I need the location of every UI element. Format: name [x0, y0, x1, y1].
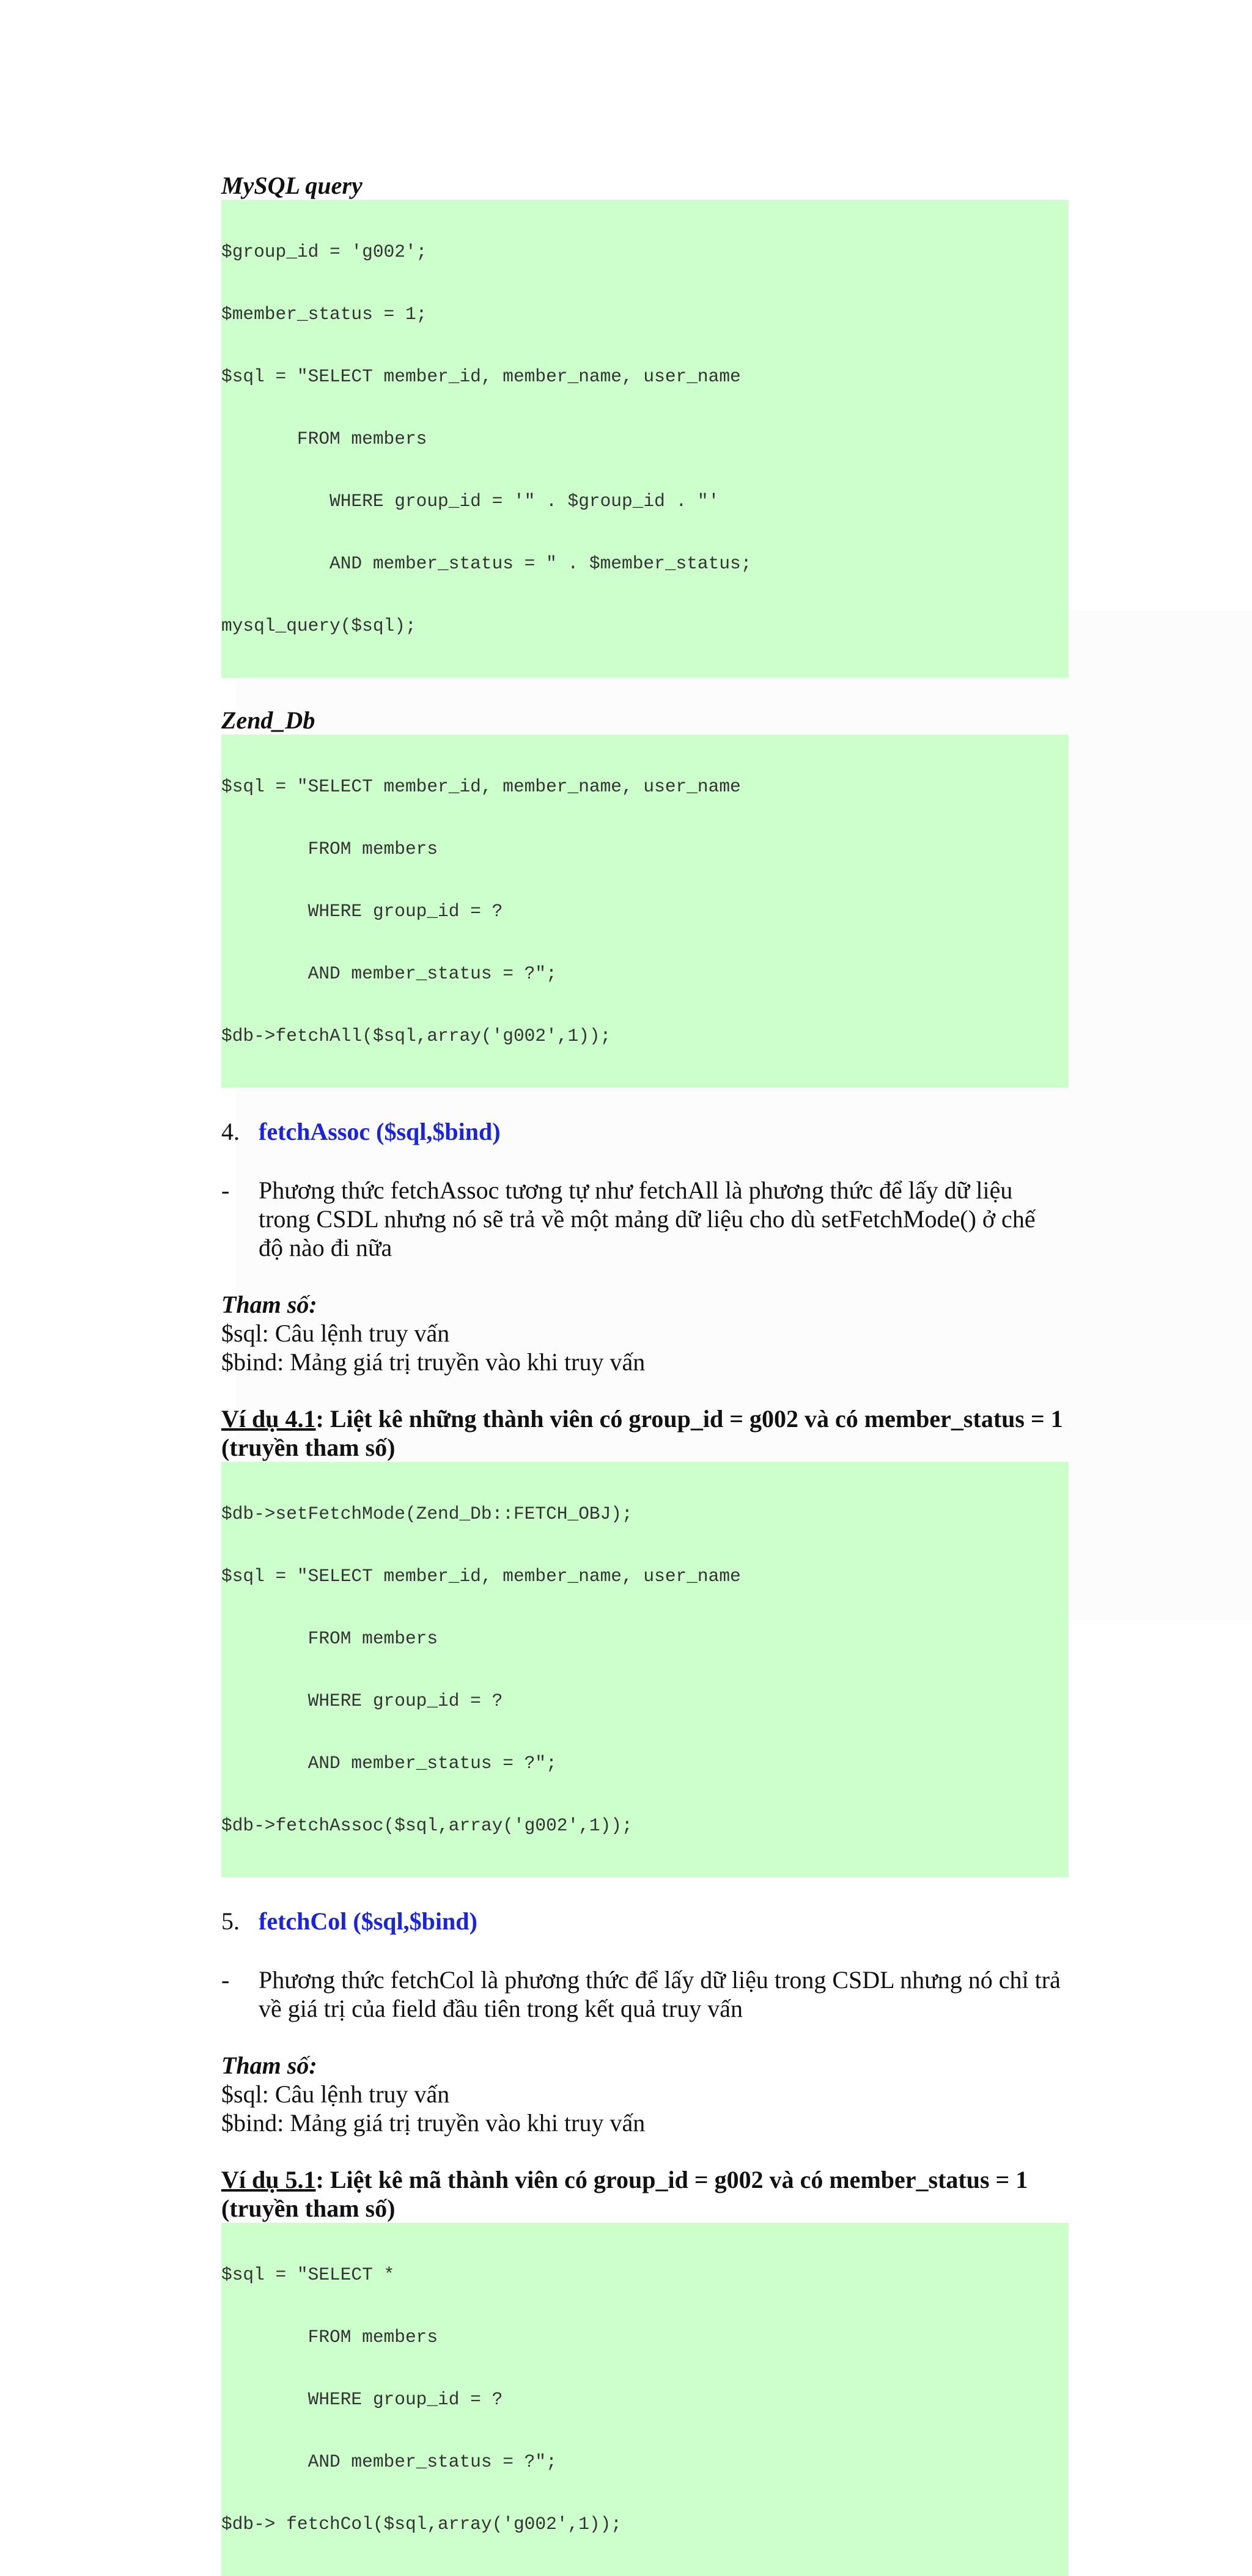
fetch-assoc-description — [221, 1176, 1069, 1262]
spacer — [221, 1262, 1069, 1290]
code-line: FROM members — [221, 2327, 438, 2347]
section-number: 4. — [221, 1118, 240, 1145]
param-sql: $sql: Câu lệnh truy vấn — [221, 2080, 450, 2108]
code-line: WHERE group_id = ? — [221, 901, 503, 922]
code-line: $sql = "SELECT member_id, member_name, user_name — [221, 1566, 741, 1587]
code-line: $sql = "SELECT member_id, member_name, user_name — [221, 776, 741, 797]
code-line: FROM members — [221, 838, 438, 859]
code-line: WHERE group_id = ? — [221, 1690, 503, 1711]
params-heading: Tham số: — [221, 2052, 317, 2079]
example-label: Ví dụ 4.1 — [221, 1405, 316, 1433]
code-line: WHERE group_id = '" . $group_id . "' — [221, 491, 720, 512]
code-line: $db->fetchAll($sql,array('g002',1)); — [221, 1026, 611, 1046]
description-text: Phương thức fetchCol là phương thức để lấy dữ liệu trong CSDL nhưng nó chỉ trả về giá trị của field đầu tiên trong kết quả truy vấn — [259, 1966, 1061, 2022]
section-number: 5. — [221, 1907, 240, 1935]
section-fetch-assoc-heading — [221, 1117, 1069, 1147]
fetch-col-code-block — [221, 2223, 1069, 2576]
spacer — [221, 1376, 1069, 1404]
zend-db-heading: Zend_Db — [221, 706, 315, 734]
param-bind: $bind: Mảng giá trị truyền vào khi truy vấn — [221, 1348, 646, 1376]
param-bind: $bind: Mảng giá trị truyền vào khi truy vấn — [221, 2109, 646, 2137]
spacer — [221, 678, 1069, 706]
code-line: AND member_status = " . $member_status; — [221, 553, 752, 574]
mysql-code-block — [221, 200, 1069, 678]
code-line: AND member_status = ?"; — [221, 2451, 557, 2472]
spacer — [221, 1877, 1069, 1907]
example-5-1-heading — [221, 2165, 1077, 2223]
code-line: AND member_status = ?"; — [221, 1753, 557, 1774]
code-line: $db->setFetchMode(Zend_Db::FETCH_OBJ); — [221, 1503, 633, 1524]
mysql-query-heading: MySQL query — [221, 172, 363, 199]
example-text: : Liệt kê mã thành viên có group_id = g002 và có member_status = 1 (truyền tham số) — [221, 2166, 1028, 2222]
example-text: : Liệt kê những thành viên có group_id = g002 và có member_status = 1 (truyền tham số) — [221, 1405, 1063, 1461]
code-line: WHERE group_id = ? — [221, 2389, 503, 2410]
fetch-assoc-code-block — [221, 1462, 1069, 1877]
code-line: FROM members — [221, 1628, 438, 1649]
spacer — [221, 1088, 1069, 1117]
code-line: $sql = "SELECT * — [221, 2264, 395, 2285]
fetch-col-description — [221, 1965, 1069, 2023]
example-label: Ví dụ 5.1 — [221, 2166, 316, 2193]
spacer — [221, 1147, 1069, 1176]
bullet-dash: - — [221, 1176, 230, 1204]
zend-code-block — [221, 735, 1069, 1088]
section-fetch-col-heading — [221, 1907, 1069, 1936]
spacer — [221, 1936, 1069, 1965]
code-line: $sql = "SELECT member_id, member_name, user_name — [221, 366, 741, 387]
param-sql: $sql: Câu lệnh truy vấn — [221, 1319, 450, 1347]
code-line: $db->fetchAssoc($sql,array('g002',1)); — [221, 1815, 633, 1836]
code-line: $member_status = 1; — [221, 304, 427, 325]
code-line: $db-> fetchCol($sql,array('g002',1)); — [221, 2514, 622, 2534]
section-title: fetchCol ($sql,$bind) — [259, 1907, 477, 1935]
description-text: Phương thức fetchAssoc tương tự như fetchAll là phương thức để lấy dữ liệu trong CSDL nhưng nó sẽ trả về một mảng dữ liệu cho dù setFetchMode() ở chế độ nào đi nữa — [259, 1176, 1036, 1261]
code-line: AND member_status = ?"; — [221, 963, 557, 984]
code-line: $group_id = 'g002'; — [221, 241, 427, 262]
spacer — [221, 2023, 1069, 2051]
code-line: FROM members — [221, 428, 427, 449]
bullet-dash: - — [221, 1966, 230, 1994]
example-4-1-heading — [221, 1404, 1077, 1462]
code-line: mysql_query($sql); — [221, 615, 416, 636]
document-body — [221, 171, 1069, 2576]
spacer — [221, 2137, 1069, 2165]
section-title: fetchAssoc ($sql,$bind) — [259, 1118, 501, 1145]
params-heading: Tham số: — [221, 1291, 317, 1318]
